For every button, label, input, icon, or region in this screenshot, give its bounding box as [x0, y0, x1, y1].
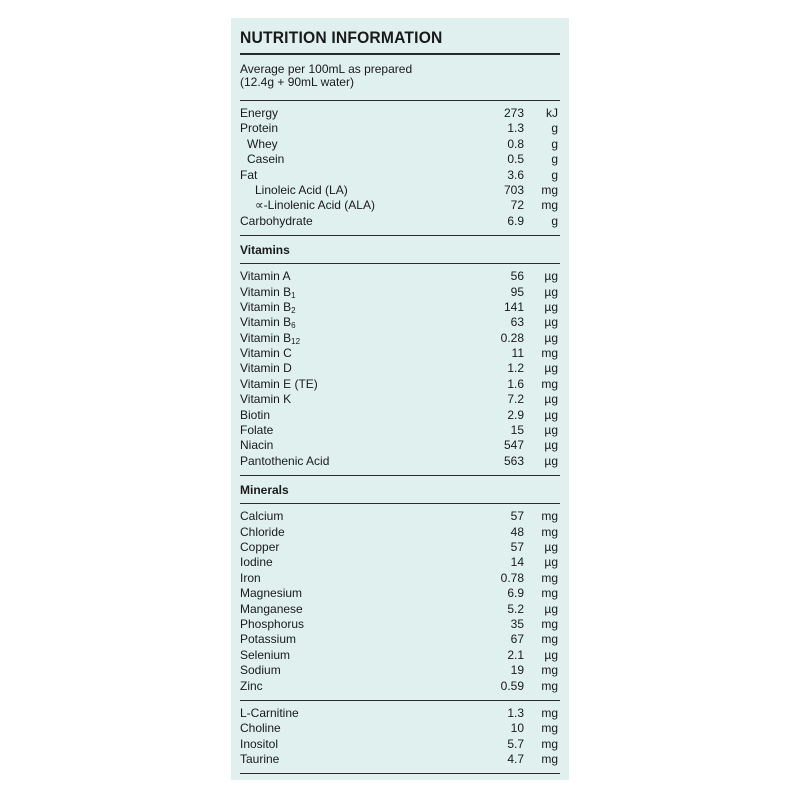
nutrient-unit: g: [551, 121, 558, 136]
nutrient-row: [240, 168, 560, 183]
nutrient-unit: mg: [541, 524, 558, 539]
nutrient-value: 63: [510, 315, 524, 330]
nutrient-subscript: 12: [291, 336, 301, 346]
nutrient-label: Phosphorus: [240, 616, 305, 631]
nutrient-unit: µg: [544, 438, 558, 453]
nutrient-row: [240, 586, 560, 601]
nutrient-value: 0.78: [500, 570, 524, 585]
nutrient-label: Manganese: [240, 601, 303, 616]
nutrient-label: Pantothenic Acid: [240, 453, 330, 468]
nutrient-unit: µg: [544, 315, 558, 330]
nutrient-value: 703: [503, 182, 524, 197]
nutrient-label: Selenium: [240, 647, 291, 662]
nutrient-row: [240, 423, 560, 438]
nutrient-unit: µg: [544, 392, 558, 407]
nutrient-value: 67: [510, 632, 524, 647]
nutrient-value: 2.1: [507, 647, 524, 662]
nutrient-row: [240, 540, 560, 555]
nutrient-row: [240, 571, 560, 586]
nutrient-row: [240, 106, 560, 121]
nutrient-row: [240, 121, 560, 136]
nutrient-unit: mg: [541, 198, 558, 213]
nutrient-label: Niacin: [240, 438, 274, 453]
nutrient-row: [240, 377, 560, 392]
nutrient-row: [240, 721, 560, 736]
nutrient-value: 35: [510, 616, 524, 631]
nutrient-unit: mg: [541, 678, 558, 693]
nutrient-value: 141: [503, 299, 524, 314]
nutrient-unit: µg: [544, 361, 558, 376]
nutrient-unit: kJ: [546, 106, 558, 120]
nutrient-unit: mg: [541, 663, 558, 678]
nutrient-unit: mg: [541, 705, 558, 720]
nutrient-label: Linoleic Acid (LA): [255, 182, 348, 197]
nutrient-row: [240, 361, 560, 376]
nutrient-row: [240, 454, 560, 469]
nutrient-label: Vitamin A: [240, 269, 291, 284]
nutrient-value: 1.3: [507, 121, 524, 136]
nutrient-label: Inositol: [240, 736, 279, 751]
nutrient-row: [240, 663, 560, 678]
nutrient-unit: mg: [541, 752, 558, 767]
nutrient-label: Casein: [247, 152, 285, 167]
nutrient-value: 1.2: [507, 361, 524, 376]
nutrient-unit: µg: [544, 647, 558, 662]
nutrient-unit: µg: [544, 284, 558, 299]
nutrient-label: Energy: [240, 106, 279, 120]
nutrient-unit: mg: [541, 509, 558, 524]
nutrient-label: Whey: [247, 136, 278, 151]
nutrient-label: Copper: [240, 539, 280, 554]
nutrient-row: [240, 346, 560, 361]
nutrition-panel: [231, 18, 569, 780]
nutrient-value: 57: [510, 509, 524, 524]
nutrient-label: Zinc: [240, 678, 263, 693]
nutrient-value: 1.6: [507, 376, 524, 391]
nutrient-value: 6.9: [507, 213, 524, 228]
nutrient-row: [240, 183, 560, 198]
serving-line-2: (12.4g + 90mL water): [240, 75, 354, 89]
nutrient-row: [240, 679, 560, 694]
nutrient-unit: mg: [541, 616, 558, 631]
nutrient-label: Vitamin K: [240, 392, 292, 407]
vitamins-list: [240, 264, 560, 475]
nutrient-unit: mg: [541, 721, 558, 736]
nutrient-label: Fat: [240, 167, 258, 182]
nutrient-value: 5.2: [507, 601, 524, 616]
nutrient-label: Protein: [240, 121, 279, 136]
nutrient-unit: g: [551, 136, 558, 151]
nutrient-label: Vitamin C: [240, 346, 292, 361]
nutrient-row: [240, 315, 560, 330]
nutrient-value: 15: [510, 423, 524, 438]
nutrient-label: Calcium: [240, 509, 284, 524]
nutrient-subscript: 6: [291, 321, 296, 331]
panel-title: NUTRITION INFORMATION: [240, 28, 443, 47]
vitamins-heading: Vitamins: [240, 243, 290, 258]
nutrient-value: 563: [503, 453, 524, 468]
nutrient-unit: mg: [541, 586, 558, 601]
nutrient-label: Biotin: [240, 407, 271, 422]
nutrient-row: [240, 555, 560, 570]
nutrient-value: 10: [510, 721, 524, 736]
nutrient-label: Vitamin $B_{12}$: [240, 330, 301, 346]
nutrient-label: Iron: [240, 570, 261, 585]
nutrient-row: [240, 300, 560, 315]
nutrient-value: 95: [510, 284, 524, 299]
nutrient-row: [240, 198, 560, 213]
nutrient-unit: µg: [544, 269, 558, 284]
nutrient-row: [240, 214, 560, 229]
nutrient-unit: µg: [544, 407, 558, 422]
nutrient-row: [240, 525, 560, 540]
nutrient-row: [240, 408, 560, 423]
nutrient-value: 7.2: [507, 392, 524, 407]
nutrient-value: 3.6: [507, 167, 524, 182]
nutrient-unit: g: [551, 152, 558, 167]
serving-line-1: Average per 100mL as prepared: [240, 62, 413, 76]
nutrient-row: [240, 752, 560, 767]
nutrient-value: 0.8: [507, 136, 524, 151]
nutrient-value: 11: [511, 346, 524, 361]
nutrient-label: Vitamin $B_1$: [240, 284, 296, 300]
nutrient-value: 4.7: [507, 752, 524, 767]
nutrient-row: [240, 706, 560, 721]
nutrient-label: Chloride: [240, 524, 285, 539]
nutrient-value: 56: [510, 269, 524, 284]
nutrient-row: [240, 331, 560, 346]
nutrient-value: 273: [503, 106, 524, 120]
nutrient-value: 5.7: [507, 736, 524, 751]
nutrient-row: [240, 137, 560, 152]
nutrient-value: 48: [510, 524, 524, 539]
nutrient-label: Potassium: [240, 632, 297, 647]
nutrient-label: Vitamin $B_6$: [240, 315, 296, 331]
nutrient-unit: mg: [541, 632, 558, 647]
nutrient-label: ∝-Linolenic Acid (ALA): [255, 198, 375, 213]
nutrient-row: [240, 285, 560, 300]
nutrient-unit: mg: [541, 346, 558, 361]
nutrient-label: Magnesium: [240, 586, 303, 601]
other-end-divider: [240, 773, 560, 774]
nutrient-label: Iodine: [240, 555, 273, 570]
serving-info: [240, 55, 560, 100]
nutrient-label: Carbohydrate: [240, 213, 313, 228]
nutrient-value: 72: [510, 198, 524, 213]
nutrient-label: L-Carnitine: [240, 705, 299, 720]
nutrient-unit: mg: [541, 182, 558, 197]
nutrient-unit: µg: [544, 601, 558, 616]
nutrient-unit: g: [551, 167, 558, 182]
other-nutrients: [240, 701, 560, 774]
nutrient-unit: µg: [544, 330, 558, 345]
nutrient-row: [240, 269, 560, 284]
nutrient-label: Folate: [240, 423, 274, 438]
nutrient-label: Sodium: [240, 663, 281, 678]
nutrient-row: [240, 648, 560, 663]
nutrient-label: Taurine: [240, 752, 280, 767]
nutrient-value: 0.59: [500, 678, 524, 693]
nutrient-unit: µg: [544, 453, 558, 468]
nutrient-value: 547: [503, 438, 524, 453]
nutrient-label: Vitamin $B_2$: [240, 299, 296, 315]
nutrient-value: 1.3: [507, 705, 524, 720]
nutrient-row: [240, 152, 560, 167]
nutrient-row: [240, 438, 560, 453]
nutrient-value: 0.5: [507, 152, 524, 167]
nutrient-row: [240, 617, 560, 632]
nutrient-unit: mg: [541, 570, 558, 585]
nutrient-unit: µg: [544, 539, 558, 554]
nutrient-label: Choline: [240, 721, 281, 736]
nutrient-value: 14: [510, 555, 524, 570]
nutrient-subscript: 2: [291, 305, 296, 315]
nutrient-row: [240, 509, 560, 524]
nutrient-label: Vitamin E (TE): [240, 376, 318, 391]
nutrient-row: [240, 737, 560, 752]
minerals-heading: Minerals: [240, 483, 289, 498]
nutrient-value: 19: [510, 663, 524, 678]
nutrient-value: 0.28: [500, 330, 524, 345]
nutrient-subscript: 1: [291, 290, 296, 300]
nutrient-row: [240, 392, 560, 407]
general-nutrients: [240, 101, 560, 235]
nutrient-value: 2.9: [507, 407, 524, 422]
nutrient-value: 6.9: [507, 586, 524, 601]
nutrient-unit: g: [551, 213, 558, 228]
nutrient-value: 57: [510, 539, 524, 554]
nutrient-row: [240, 602, 560, 617]
nutrient-unit: µg: [544, 299, 558, 314]
nutrient-unit: mg: [541, 736, 558, 751]
nutrient-label: Vitamin D: [240, 361, 292, 376]
nutrient-unit: µg: [544, 555, 558, 570]
nutrient-unit: µg: [544, 423, 558, 438]
minerals-list: [240, 504, 560, 700]
nutrient-unit: mg: [541, 376, 558, 391]
nutrient-row: [240, 632, 560, 647]
